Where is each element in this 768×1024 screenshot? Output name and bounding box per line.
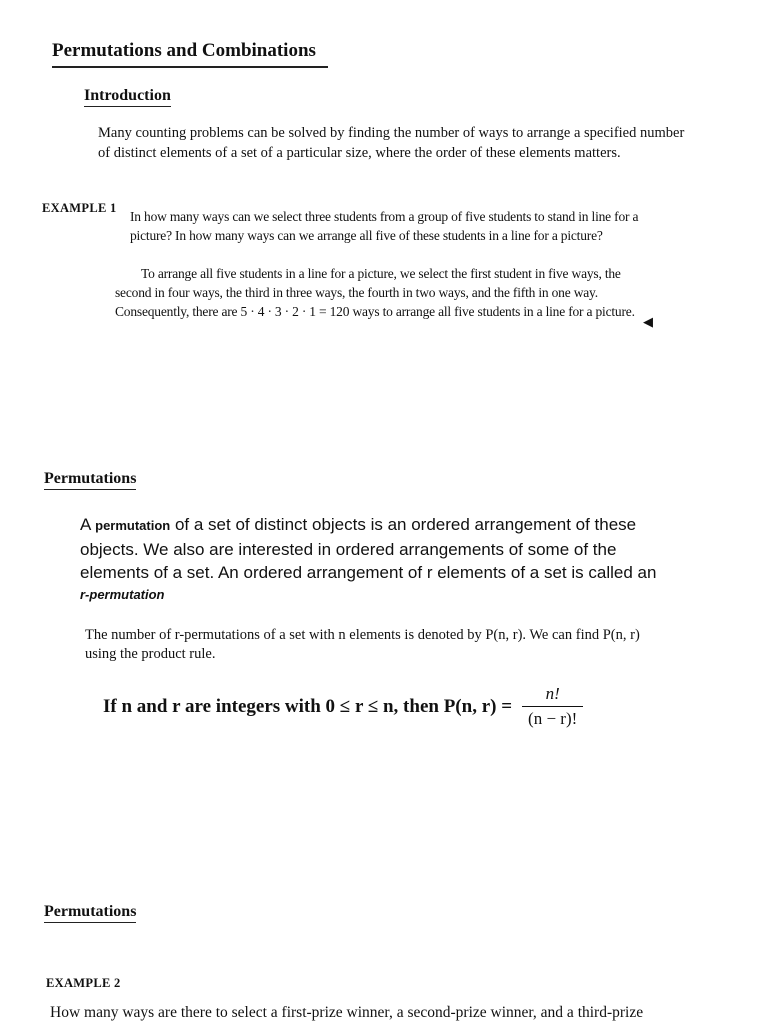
introduction-heading: Introduction <box>84 87 171 107</box>
permutations-heading: Permutations <box>44 470 136 490</box>
example-2-label: EXAMPLE 2 <box>46 976 121 990</box>
definition-prefix: A <box>80 515 96 534</box>
example-1-label: EXAMPLE 1 <box>42 201 117 215</box>
formula-denominator: (n − r)! <box>522 706 583 729</box>
formula-fraction <box>522 684 583 729</box>
formula-numerator: n! <box>545 684 560 703</box>
definition-keyword: permutation <box>95 518 171 533</box>
example-2-question: How many ways are there to select a first-prize winner, a second-prize winner, and a third-prize <box>50 1004 644 1021</box>
permutation-definition <box>80 513 680 605</box>
end-of-example-icon: ◀ <box>643 314 653 329</box>
notation-paragraph: The number of r-permutations of a set with n elements is denoted by P(n, r). We can find P(n, r) using the product rule. <box>85 627 640 662</box>
permutation-formula <box>103 684 583 729</box>
permutations-heading-2: Permutations <box>44 903 136 923</box>
formula-statement: If n and r are integers with 0 ≤ r ≤ n, then P(n, r) = <box>103 695 513 717</box>
definition-body: of a set of distinct objects is an ordered arrangement of these objects. We also are interested in ordered arrangements of some of the elements of a set. An ordered arrangement of r elements of a set is called an <box>80 515 657 582</box>
page-title: Permutations and Combinations <box>52 40 328 68</box>
example-1-answer: To arrange all five students in a line for a picture, we select the first student in five ways, the second in four ways, the third in three ways, the fourth in two ways, and the fifth in one way. Consequently, there are 5 · 4 · 3 · 2 · 1 = 120 ways to arrange all five students in a line for a picture. <box>115 266 635 319</box>
introduction-text: Many counting problems can be solved by finding the number of ways to arrange a specified number of distinct elements of a set of a particular size, where the order of these elements matters. <box>98 125 685 161</box>
example-1-question: In how many ways can we select three students from a group of five students to stand in line for a picture? In how many ways can we arrange all five of these students in a line for a picture? <box>130 209 639 243</box>
definition-term: r-permutation <box>80 586 165 602</box>
